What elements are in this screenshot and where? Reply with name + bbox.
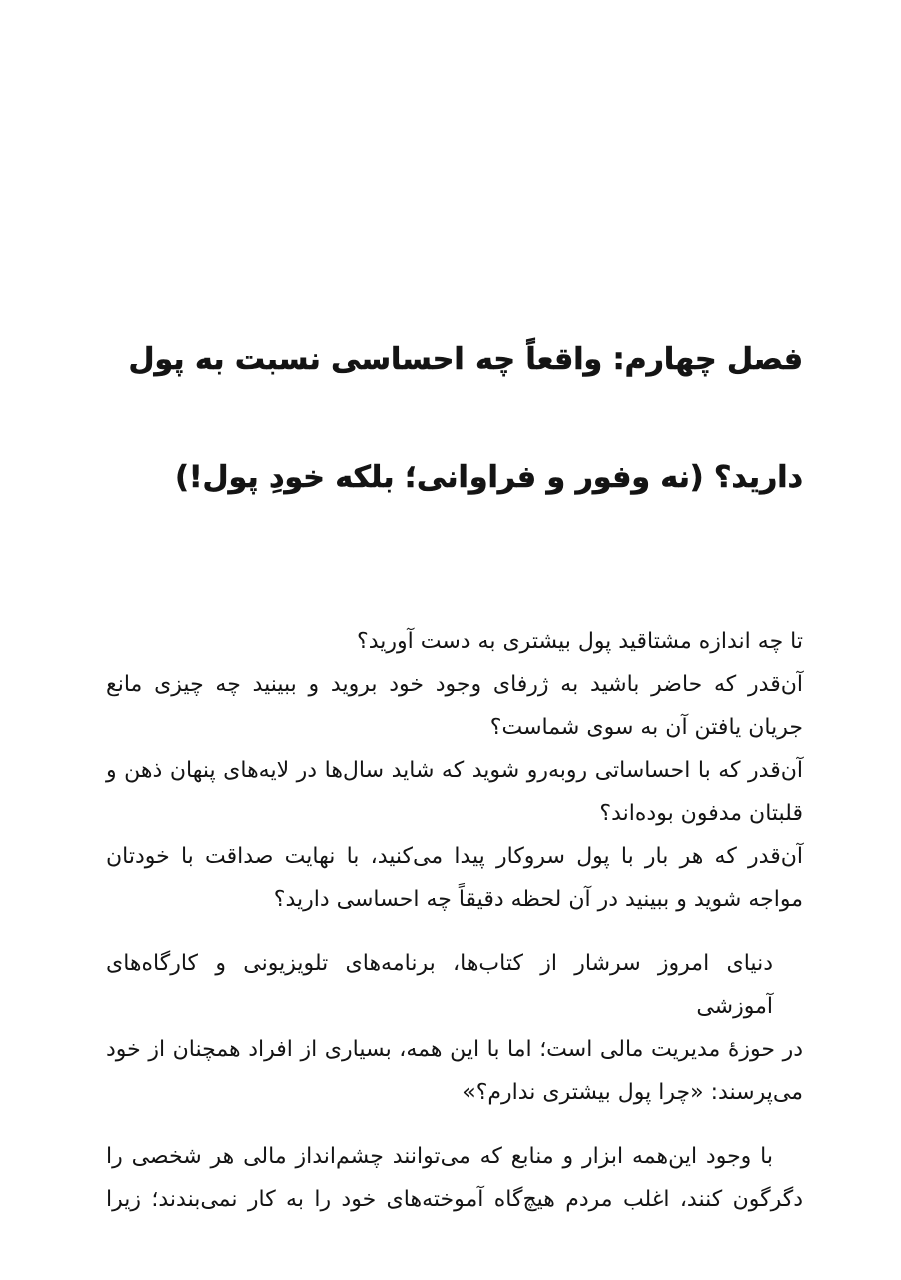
question-block [106,620,803,921]
body-line: دنیای امروز سرشار از کتاب‌ها، برنامه‌های تلویزیونی و کارگاه‌های آموزشی [106,951,773,1019]
body-line: آن‌قدر که هر بار با پول سروکار پیدا می‌کنید، با نهایت صداقت با خودتان [106,844,803,869]
body-text [106,620,803,1221]
paragraph-todays-world [106,942,803,1114]
body-line: قلبتان مدفون بوده‌اند؟ [599,801,803,826]
body-line: با وجود این‌همه ابزار و منابع که می‌توانند چشم‌انداز مالی هر شخصی را [106,1144,773,1169]
chapter-heading [106,332,803,506]
body-line: در حوزهٔ مدیریت مالی است؛ اما با این همه، بسیاری از افراد همچنان از خود [106,1037,803,1062]
chapter-heading-line-1: فصل چهارم: واقعاً چه احساسی نسبت به پول [128,342,803,377]
body-line: آن‌قدر که حاضر باشید به ژرفای وجود خود بروید و ببینید چه چیزی مانع [106,672,803,697]
body-line: آن‌قدر که با احساساتی روبه‌رو شوید که شاید سال‌ها در لایه‌های پنهان ذهن و [106,758,803,783]
body-line: مواجه شوید و ببینید در آن لحظه دقیقاً چه احساسی دارید؟ [273,887,803,912]
paragraph-tools-resources [106,1135,803,1221]
body-line: جریان یافتن آن به سوی شماست؟ [489,715,803,740]
body-line: دگرگون کنند، اغلب مردم هیچ‌گاه آموخته‌های خود را به کار نمی‌بندند؛ زیرا [106,1187,803,1212]
body-line: تا چه اندازه مشتاقید پول بیشتری به دست آورید؟ [357,629,803,654]
body-line: می‌پرسند: «چرا پول بیشتری ندارم؟» [462,1080,803,1105]
chapter-heading-line-2: دارید؟ (نه وفور و فراوانی؛ بلکه خودِ پول!) [175,460,803,495]
